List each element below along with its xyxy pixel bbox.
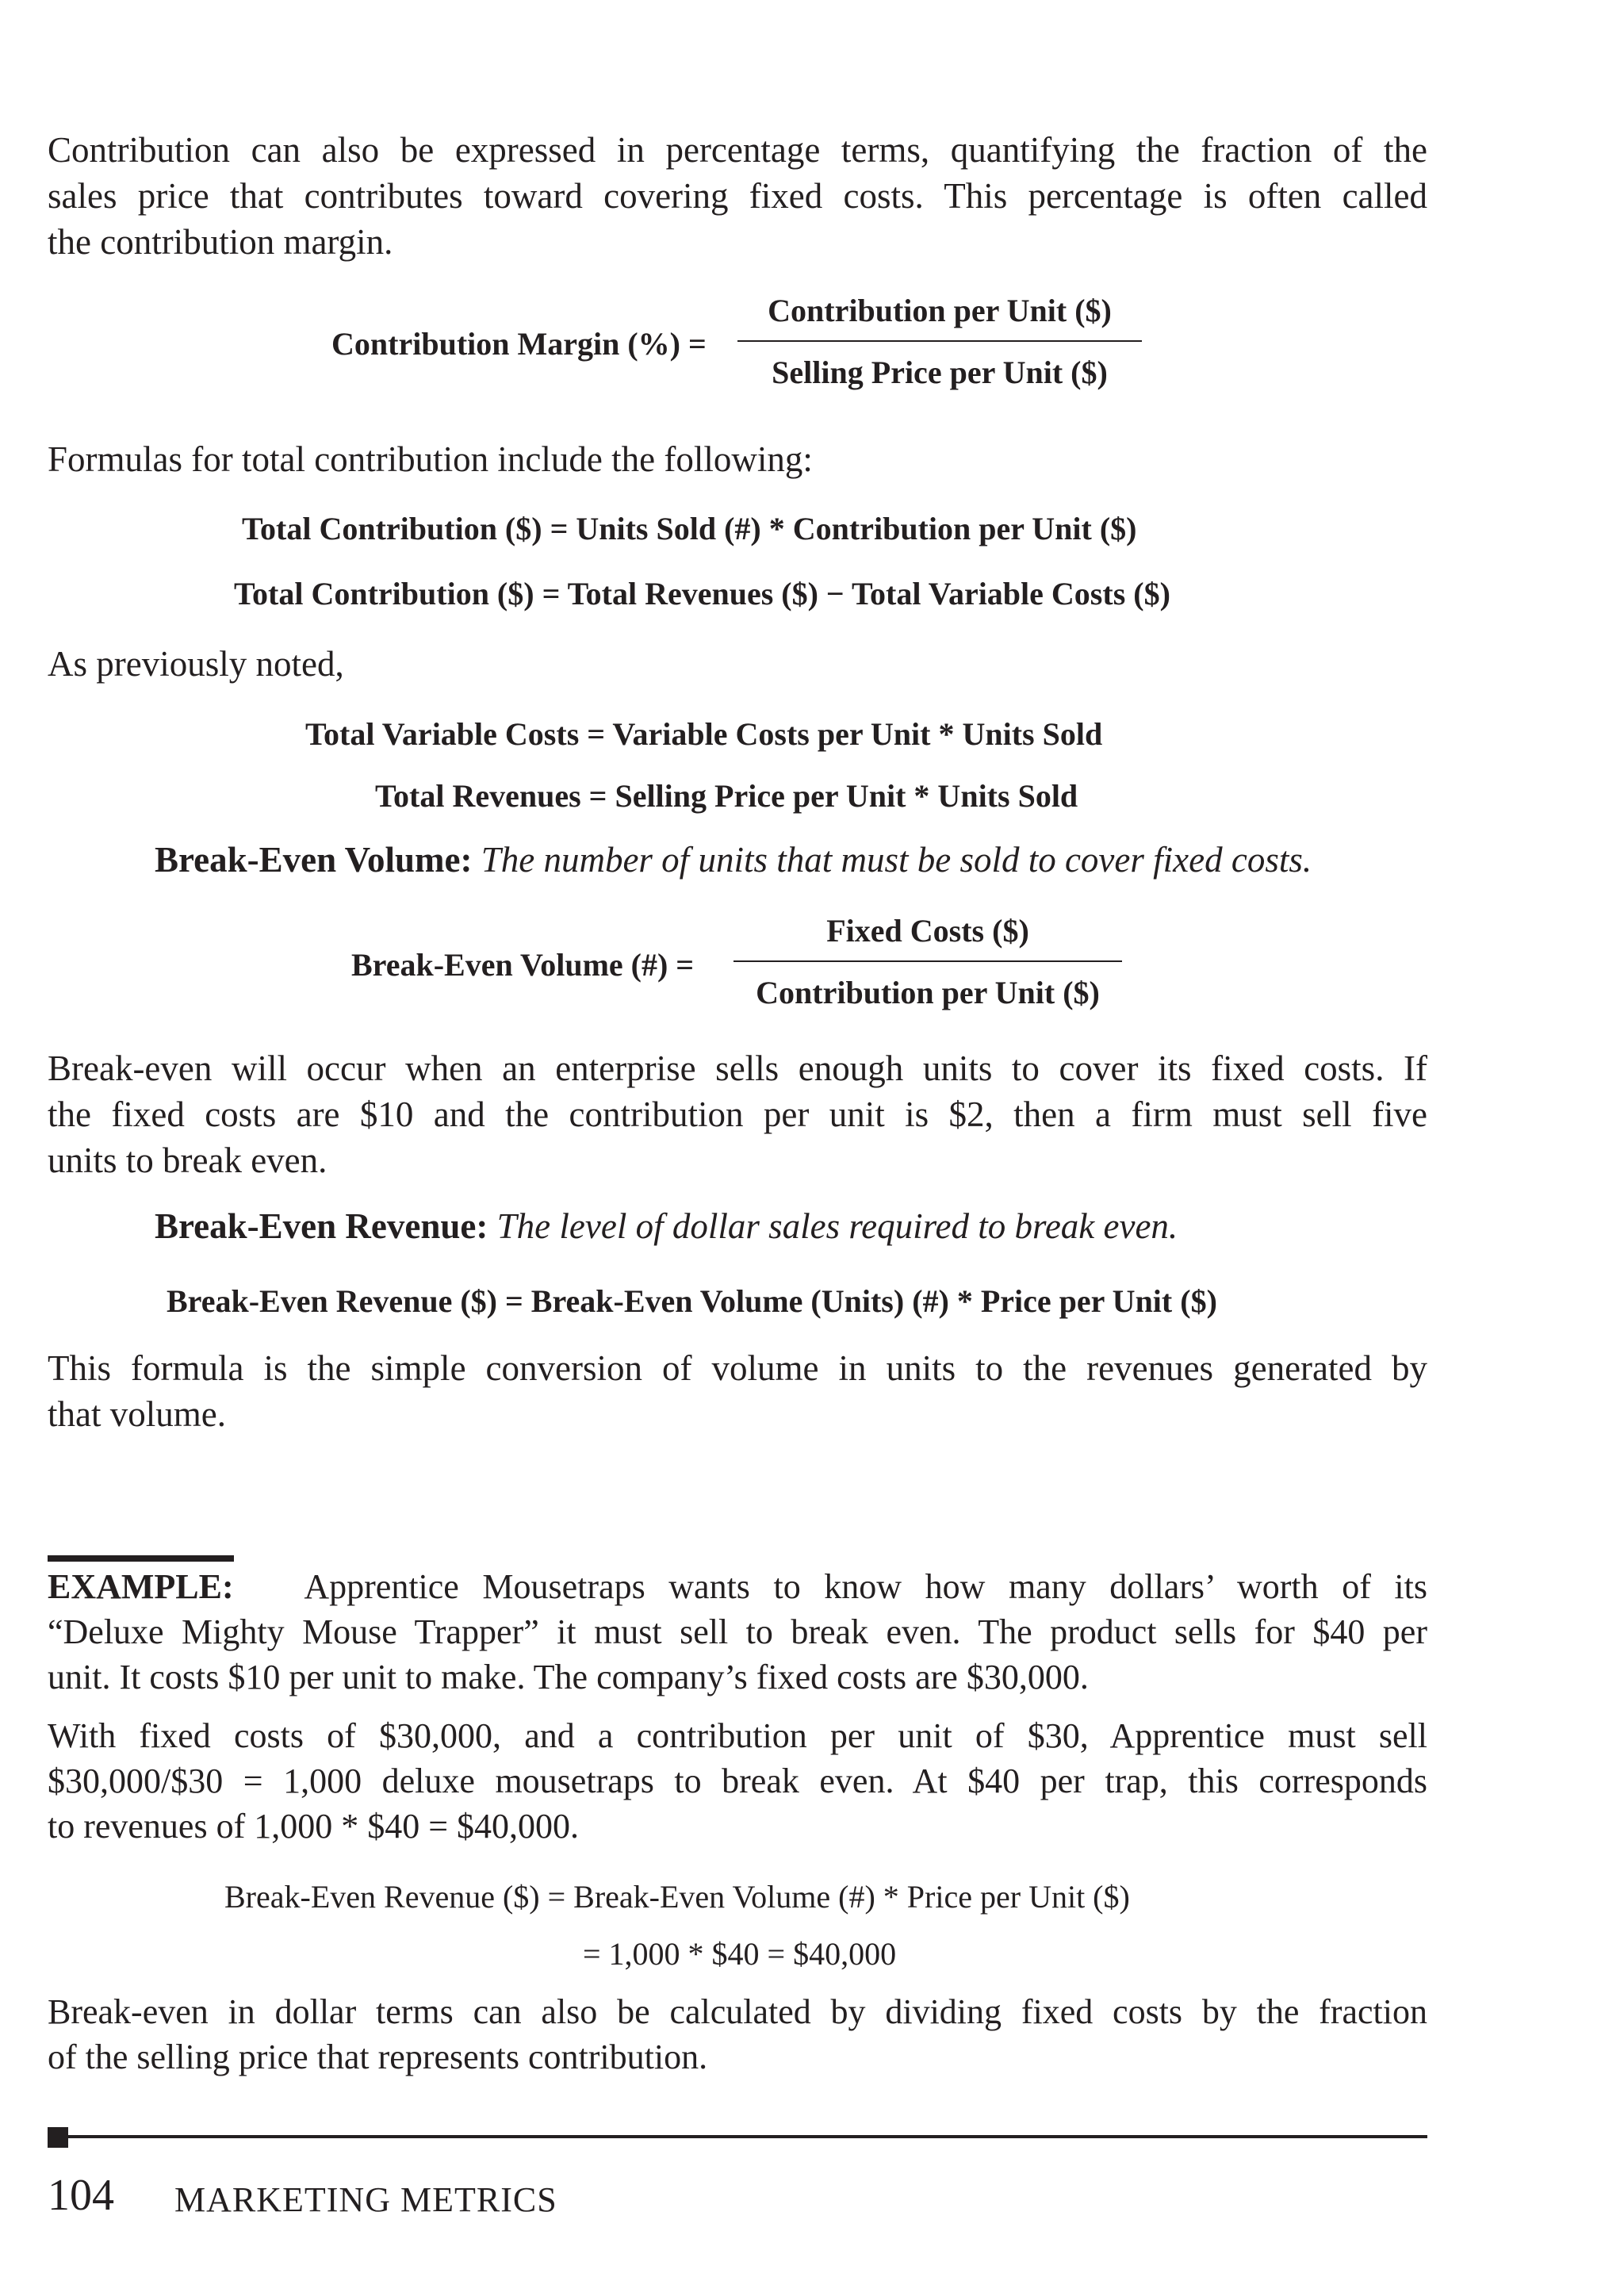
ber-definition-text: The level of dollar sales required to break even. <box>496 1206 1178 1246</box>
bev-definition-text: The number of units that must be sold to cover fixed costs. <box>481 840 1312 880</box>
cm-formula-numerator: Contribution per Unit ($) <box>768 293 1112 328</box>
example-calc-line2: = 1,000 * $40 = $40,000 <box>583 1936 897 1972</box>
example-p3-line: of the selling price that represents contribution. <box>48 2038 708 2076</box>
previously-noted <box>48 641 1427 687</box>
breakeven-line: the fixed costs are $10 and the contribution per unit is $2, then a firm must sell five <box>48 1094 1427 1134</box>
ber-formula: Break-Even Revenue ($) = Break-Even Volume (Units) (#) * Price per Unit ($) <box>167 1283 1217 1319</box>
example-paragraph <box>48 1564 1427 1700</box>
example-line: unit. It costs $10 per unit to make. The company’s fixed costs are $30,000. <box>48 1658 1089 1696</box>
example-paragraph-3 <box>48 1989 1427 2080</box>
total-contribution-eq2: Total Contribution ($) = Total Revenues ($) − Total Variable Costs ($) <box>234 576 1170 611</box>
example-paragraph-2 <box>48 1713 1427 1849</box>
total-variable-costs-eq: Total Variable Costs = Variable Costs per Unit * Units Sold <box>305 716 1103 752</box>
cm-formula-lhs: Contribution Margin (%) = <box>331 326 707 362</box>
bev-formula-lhs: Break-Even Volume (#) = <box>351 947 695 983</box>
cm-fraction-bar <box>737 340 1142 342</box>
bev-term: Break-Even Volume: <box>155 840 473 880</box>
total-contribution-intro-text: Formulas for total contribution include the following: <box>48 439 813 479</box>
conversion-line: This formula is the simple conversion of volume in units to the revenues generated by <box>48 1348 1427 1388</box>
example-line1-text: Apprentice Mousetraps wants to know how many dollars’ worth of its <box>304 1567 1428 1606</box>
breakeven-paragraph <box>48 1045 1427 1183</box>
running-head: MARKETING METRICS <box>174 2180 557 2219</box>
bev-formula-denominator: Contribution per Unit ($) <box>756 975 1100 1010</box>
cm-formula-denominator: Selling Price per Unit ($) <box>772 355 1108 390</box>
conversion-paragraph <box>48 1345 1427 1437</box>
intro-line: Contribution can also be expressed in percentage terms, quantifying the fraction of the <box>48 130 1427 170</box>
intro-line: the contribution margin. <box>48 222 393 262</box>
previously-noted-text: As previously noted, <box>48 644 344 684</box>
ber-definition <box>155 1206 1178 1247</box>
example-p2-line: to revenues of 1,000 * $40 = $40,000. <box>48 1807 580 1846</box>
example-calc-line1: Break-Even Revenue ($) = Break-Even Volume (#) * Price per Unit ($) <box>224 1879 1130 1915</box>
bev-definition <box>155 839 1312 880</box>
bev-formula-numerator: Fixed Costs ($) <box>826 913 1029 949</box>
breakeven-line: units to break even. <box>48 1140 327 1180</box>
example-p2-line: $30,000/$30 = 1,000 deluxe mousetraps to break even. At $40 per trap, this corresponds <box>48 1762 1427 1800</box>
total-contribution-intro <box>48 436 1427 482</box>
example-line: “Deluxe Mighty Mouse Trapper” it must sell to break even. The product sells for $40 per <box>48 1612 1427 1651</box>
example-p2-line: With fixed costs of $30,000, and a contribution per unit of $30, Apprentice must sell <box>48 1716 1427 1755</box>
total-contribution-eq1: Total Contribution ($) = Units Sold (#) * Contribution per Unit ($) <box>242 511 1137 546</box>
page-number: 104 <box>48 2171 114 2220</box>
conversion-line: that volume. <box>48 1394 226 1434</box>
total-revenues-eq: Total Revenues = Selling Price per Unit * Units Sold <box>375 778 1078 814</box>
example-rule <box>48 1555 234 1562</box>
footer-rule <box>48 2135 1427 2138</box>
example-p3-line: Break-even in dollar terms can also be calculated by dividing fixed costs by the fraction <box>48 1992 1427 2031</box>
intro-line: sales price that contributes toward covering fixed costs. This percentage is often called <box>48 176 1427 216</box>
ber-term: Break-Even Revenue: <box>155 1206 488 1246</box>
example-line <box>48 1564 1427 1609</box>
breakeven-line: Break-even will occur when an enterprise sells enough units to cover its fixed costs. If <box>48 1048 1427 1088</box>
intro-paragraph <box>48 127 1427 265</box>
example-label: EXAMPLE: <box>48 1567 234 1606</box>
bev-fraction-bar <box>733 960 1122 962</box>
